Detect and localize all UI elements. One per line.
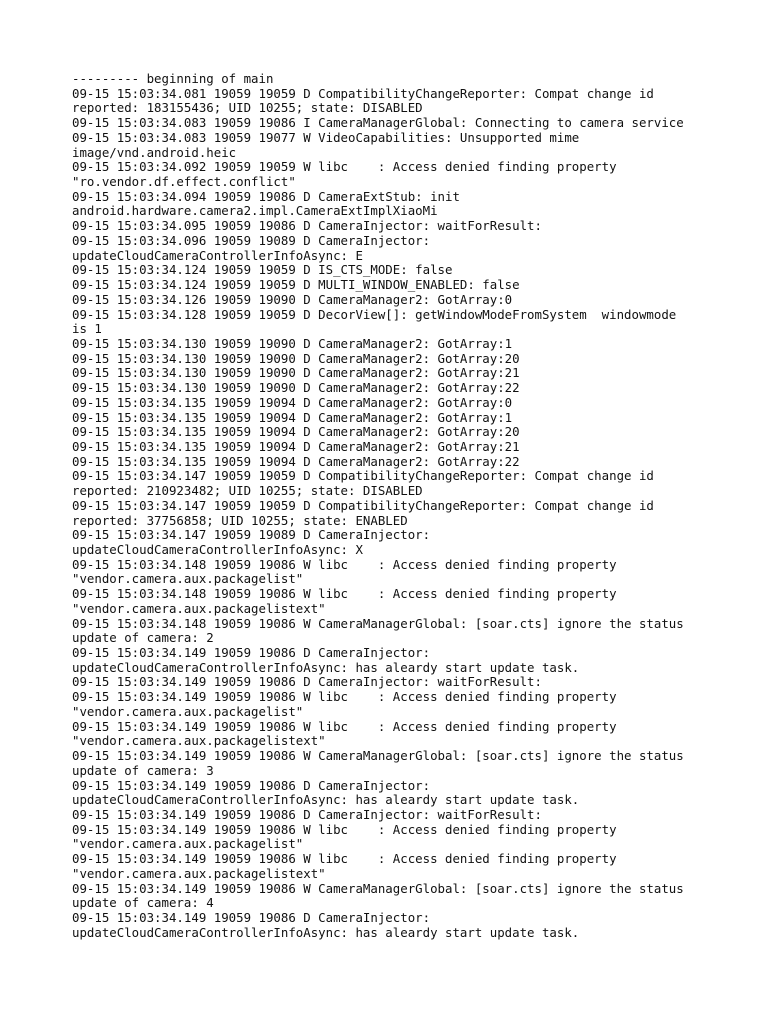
log-line: update of camera: 3 [72,762,214,778]
log-line: 09-15 15:03:34.149 19059 19086 D CameraInjector: [72,645,431,661]
log-line: 09-15 15:03:34.135 19059 19094 D CameraManager2: GotArray:0 [72,394,513,410]
log-line: reported: 183155436; UID 10255; state: DISABLED [72,100,423,116]
log-line: 09-15 15:03:34.135 19059 19094 D CameraManager2: GotArray:22 [72,453,520,469]
log-line: 09-15 15:03:34.148 19059 19086 W CameraManagerGlobal: [soar.cts] ignore the status [72,615,684,631]
log-line: 09-15 15:03:34.083 19059 19086 I CameraManagerGlobal: Connecting to camera service [72,115,684,131]
log-line: 09-15 15:03:34.081 19059 19059 D CompatibilityChangeReporter: Compat change id [72,85,654,101]
log-line: update of camera: 2 [72,630,214,646]
log-line: 09-15 15:03:34.124 19059 19059 D MULTI_WINDOW_ENABLED: false [72,277,520,293]
log-line: "vendor.camera.aux.packagelistext" [72,600,326,616]
log-line: 09-15 15:03:34.130 19059 19090 D CameraManager2: GotArray:21 [72,365,520,381]
log-line: image/vnd.android.heic [72,144,237,160]
log-line: updateCloudCameraControllerInfoAsync: has aleardy start update task. [72,659,580,675]
log-line: updateCloudCameraControllerInfoAsync: has aleardy start update task. [72,792,580,808]
log-line: 09-15 15:03:34.135 19059 19094 D CameraManager2: GotArray:21 [72,438,520,454]
log-line: 09-15 15:03:34.130 19059 19090 D CameraManager2: GotArray:1 [72,335,513,351]
log-line: 09-15 15:03:34.135 19059 19094 D CameraManager2: GotArray:1 [72,409,513,425]
log-line: "vendor.camera.aux.packagelist" [72,571,304,587]
log-line: 09-15 15:03:34.149 19059 19086 D CameraInjector: [72,777,431,793]
log-line: 09-15 15:03:34.149 19059 19086 D CameraInjector: [72,909,431,925]
log-line: 09-15 15:03:34.130 19059 19090 D CameraManager2: GotArray:22 [72,380,520,396]
log-line: "vendor.camera.aux.packagelistext" [72,865,326,881]
log-line: "vendor.camera.aux.packagelist" [72,703,304,719]
log-line: 09-15 15:03:34.092 19059 19059 W libc : Access denied finding property [72,159,617,175]
log-line: 09-15 15:03:34.130 19059 19090 D CameraManager2: GotArray:20 [72,350,520,366]
log-line: is 1 [72,321,102,337]
log-line: 09-15 15:03:34.149 19059 19086 D CameraInjector: waitForResult: [72,674,542,690]
log-line: update of camera: 4 [72,895,214,911]
log-document [72,72,712,940]
log-line: 09-15 15:03:34.124 19059 19059 D IS_CTS_MODE: false [72,262,453,278]
log-line: reported: 37756858; UID 10255; state: ENABLED [72,512,408,528]
log-line: "vendor.camera.aux.packagelistext" [72,733,326,749]
log-line: --------- beginning of main [72,71,274,86]
log-line: 09-15 15:03:34.135 19059 19094 D CameraManager2: GotArray:20 [72,424,520,440]
log-line: 09-15 15:03:34.147 19059 19059 D CompatibilityChangeReporter: Compat change id [72,497,654,513]
log-line: 09-15 15:03:34.095 19059 19086 D CameraInjector: waitForResult: [72,218,542,234]
log-line: 09-15 15:03:34.149 19059 19086 W libc : Access denied finding property [72,718,617,734]
log-line: 09-15 15:03:34.148 19059 19086 W libc : Access denied finding property [72,556,617,572]
log-line: android.hardware.camera2.impl.CameraExtImplXiaoMi [72,203,438,219]
log-line: updateCloudCameraControllerInfoAsync: E [72,247,363,263]
log-line: reported: 210923482; UID 10255; state: DISABLED [72,483,423,499]
log-line: 09-15 15:03:34.083 19059 19077 W VideoCapabilities: Unsupported mime [72,129,580,145]
log-line: 09-15 15:03:34.094 19059 19086 D CameraExtStub: init [72,188,460,204]
log-line: 09-15 15:03:34.149 19059 19086 W CameraManagerGlobal: [soar.cts] ignore the status [72,880,684,896]
log-line: 09-15 15:03:34.149 19059 19086 D CameraInjector: waitForResult: [72,806,542,822]
log-line: 09-15 15:03:34.147 19059 19089 D CameraInjector: [72,527,431,543]
log-line: 09-15 15:03:34.149 19059 19086 W CameraManagerGlobal: [soar.cts] ignore the status [72,748,684,764]
log-line: 09-15 15:03:34.149 19059 19086 W libc : Access denied finding property [72,821,617,837]
log-line: "ro.vendor.df.effect.conflict" [72,174,296,190]
log-line: 09-15 15:03:34.147 19059 19059 D CompatibilityChangeReporter: Compat change id [72,468,654,484]
log-line: 09-15 15:03:34.148 19059 19086 W libc : Access denied finding property [72,586,617,602]
log-line: 09-15 15:03:34.149 19059 19086 W libc : Access denied finding property [72,689,617,705]
log-line: "vendor.camera.aux.packagelist" [72,836,304,852]
log-line: updateCloudCameraControllerInfoAsync: X [72,542,363,557]
log-line: 09-15 15:03:34.096 19059 19089 D CameraInjector: [72,232,431,248]
log-line: 09-15 15:03:34.149 19059 19086 W libc : Access denied finding property [72,851,617,867]
log-line: updateCloudCameraControllerInfoAsync: has aleardy start update task. [72,924,580,940]
log-line: 09-15 15:03:34.126 19059 19090 D CameraManager2: GotArray:0 [72,291,513,307]
log-line: 09-15 15:03:34.128 19059 19059 D DecorView[]: getWindowModeFromSystem windowmode [72,306,677,322]
